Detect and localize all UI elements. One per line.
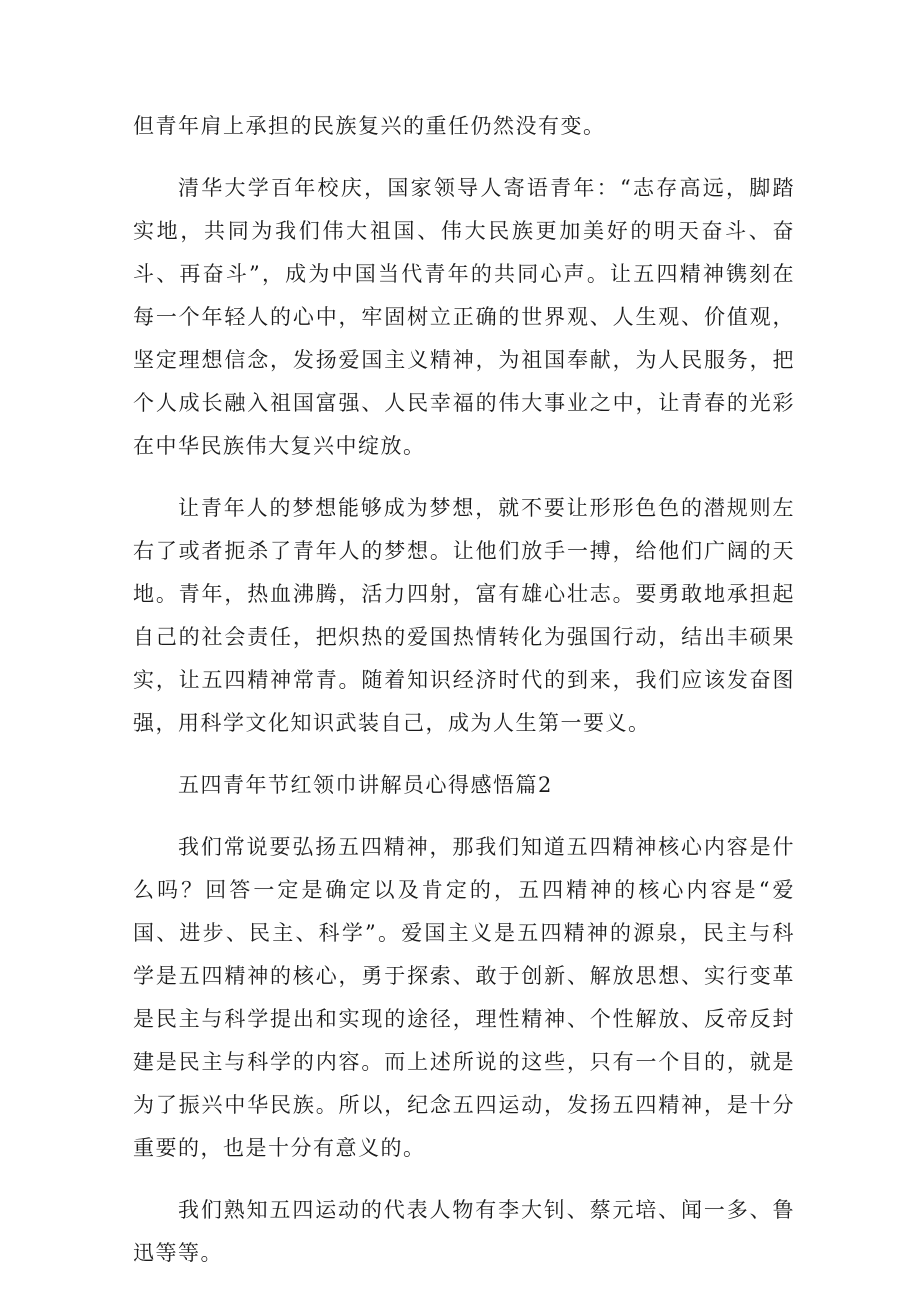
paragraph-continuation: 但青年肩上承担的民族复兴的重任仍然没有变。 [133,114,606,138]
section-heading: 五四青年节红领巾讲解员心得感悟篇2 [178,773,553,797]
paragraph-representative-figures: 我们熟知五四运动的代表人物有李大钊、蔡元培、闻一多、鲁迅等等。 [133,1198,795,1265]
paragraph-may-fourth-spirit: 我们常说要弘扬五四精神，那我们知道五四精神核心内容是什么吗？回答一定是确定以及肯定的，五四精神的核心内容是“爱国、进步、民主、科学”。爱国主义是五四精神的源泉，民主与科学是五四精神的核心，勇于探索、敢于创新、解放思想、实行变革是民主与科学提出和实现的途径，理性精神、个性解放、反帝反封建是民主与科学的内容。而上述所说的这些，只有一个目的，就是为了振兴中华民族。所以，纪念五四运动，发扬五四精神，是十分重要的，也是十分有意义的。 [133,835,795,1160]
paragraph-youth-dreams: 让青年人的梦想能够成为梦想，就不要让形形色色的潜规则左右了或者扼杀了青年人的梦想。让他们放手一搏，给他们广阔的天地。青年，热血沸腾，活力四射，富有雄心壮志。要勇敢地承担起自己的社会责任，把炽热的爱国热情转化为强国行动，结出丰硕果实，让五四精神常青。随着知识经济时代的到来，我们应该发奋图强，用科学文化知识武装自己，成为人生第一要义。 [133,496,795,735]
paragraph-tsinghua-anniversary: 清华大学百年校庆，国家领导人寄语青年：“志存高远，脚踏实地，共同为我们伟大祖国、伟大民族更加美好的明天奋斗、奋斗、再奋斗”，成为中国当代青年的共同心声。让五四精神镌刻在每一个年轻人的心中，牢固树立正确的世界观、人生观、价值观，坚定理想信念，发扬爱国主义精神，为祖国奉献，为人民服务，把个人成长融入祖国富强、人民幸福的伟大事业之中，让青春的光彩在中华民族伟大复兴中绽放。 [133,176,795,458]
